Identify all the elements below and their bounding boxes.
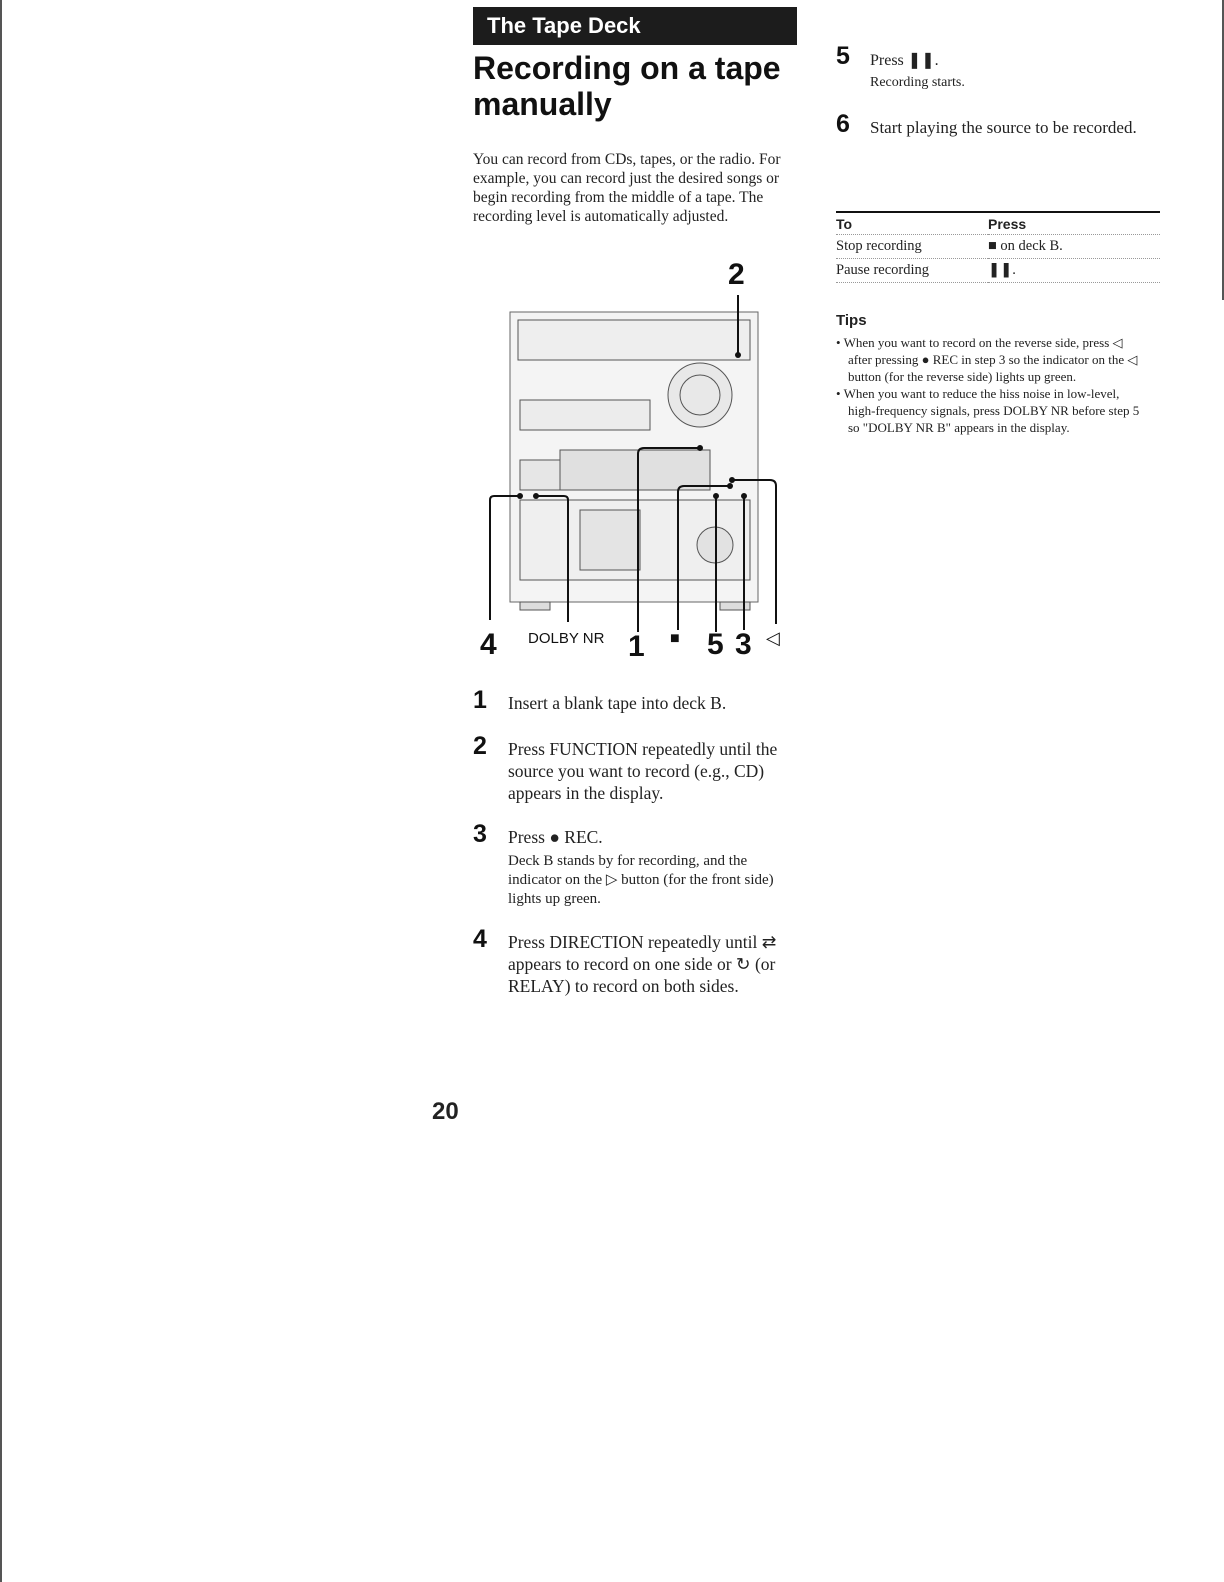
- table-cell: Stop recording: [836, 235, 988, 259]
- step-number: 2: [473, 732, 487, 760]
- dolby-nr-label: DOLBY NR: [528, 630, 605, 647]
- stop-icon: ■: [670, 630, 680, 647]
- column-header-to: To: [836, 212, 988, 235]
- tips-heading: Tips: [836, 312, 867, 329]
- stereo-illustration: [480, 260, 800, 670]
- step-number: 4: [473, 925, 487, 953]
- table-cell: ❚❚.: [988, 259, 1160, 283]
- step-text: Press ❚❚.: [870, 52, 939, 69]
- list-item: • When you want to record on the reverse side, press ◁ after pressing ● REC in step 3 so the indicator on the ◁ button (for the reverse side) lights up green.: [836, 335, 1138, 384]
- step-detail: Deck B stands by for recording, and the indicator on the ▷ button (for the front side) lights up green.: [508, 853, 774, 907]
- callout-4: 4: [480, 628, 497, 661]
- table-row: [836, 235, 1160, 259]
- step-number: 6: [836, 110, 850, 138]
- page-edge-left: [0, 0, 2, 1582]
- tips-list: [836, 334, 1146, 436]
- column-header-press: Press: [988, 212, 1160, 235]
- section-banner: The Tape Deck: [473, 7, 797, 45]
- step-number: 3: [473, 820, 487, 848]
- callout-3: 3: [735, 628, 752, 661]
- controls-table: [836, 211, 1160, 283]
- device-figure: [480, 260, 800, 670]
- step-text: Insert a blank tape into deck B.: [508, 693, 727, 713]
- step-number: 1: [473, 686, 487, 714]
- callout-1: 1: [628, 630, 645, 663]
- step-text: Press DIRECTION repeatedly until ⇄ appears to record on one side or ↻ (or RELAY) to record on both sides.: [508, 932, 777, 996]
- table-row: [836, 259, 1160, 283]
- step-detail: Recording starts.: [870, 75, 965, 90]
- table-cell: ■ on deck B.: [988, 235, 1160, 259]
- intro-paragraph: You can record from CDs, tapes, or the radio. For example, you can record just the desired songs or begin recording from the middle of a tape. The recording level is automatically adjusted.: [473, 151, 781, 225]
- callout-5: 5: [707, 628, 724, 661]
- step-text: Press FUNCTION repeatedly until the source you want to record (e.g., CD) appears in the display.: [508, 739, 778, 803]
- table-header-row: [836, 212, 1160, 235]
- list-item: • When you want to reduce the hiss noise in low-level, high-frequency signals, press DOLBY NR before step 5 so "DOLBY NR B" appears in the display.: [836, 386, 1140, 435]
- table-cell: Pause recording: [836, 259, 988, 283]
- step-number: 5: [836, 42, 850, 70]
- step-text: Start playing the source to be recorded.: [870, 118, 1137, 137]
- reverse-play-icon: ◁: [766, 628, 780, 648]
- page-title: Recording on a tape manually: [473, 50, 781, 122]
- page-number: 20: [432, 1098, 459, 1125]
- callout-2: 2: [728, 258, 745, 291]
- step-text: Press ● REC.: [508, 827, 603, 847]
